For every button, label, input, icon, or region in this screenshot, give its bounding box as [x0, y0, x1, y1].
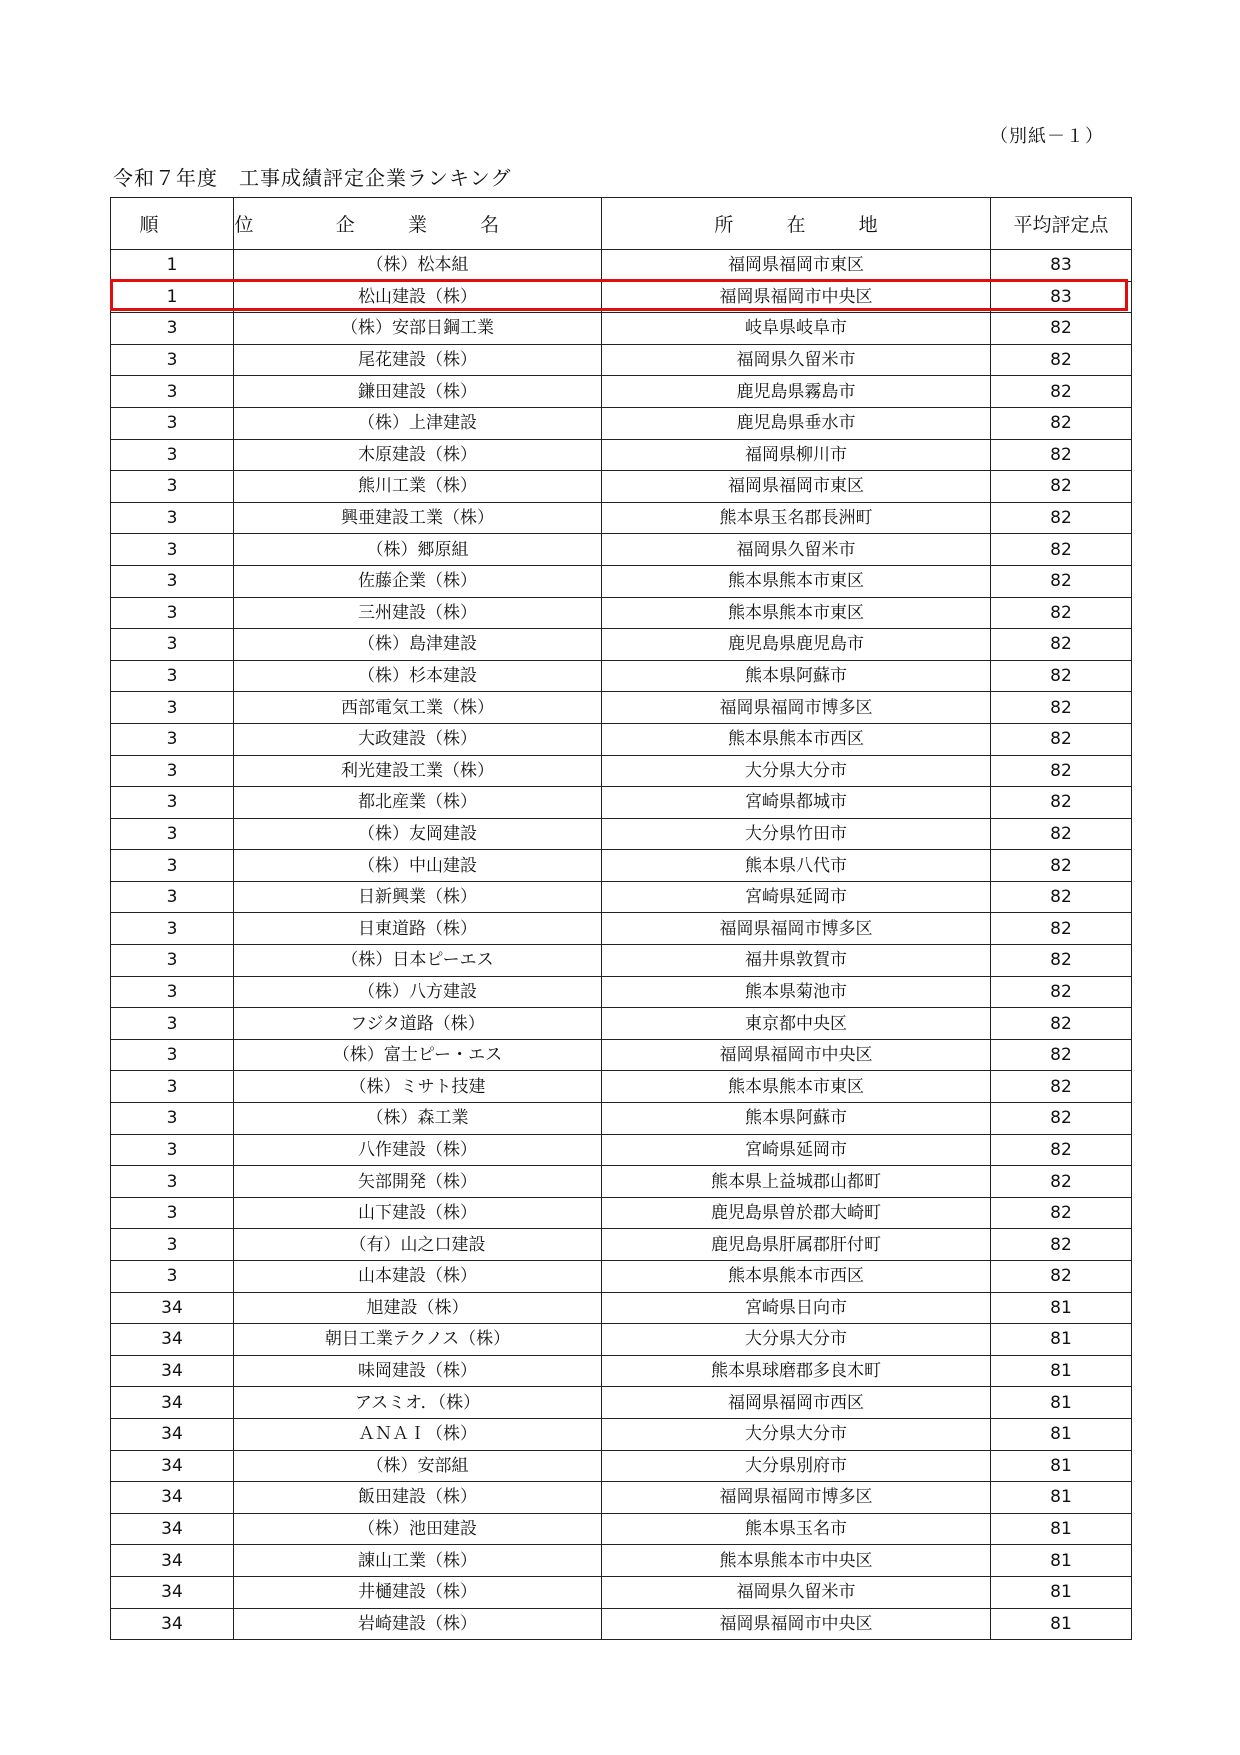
rank-cell: 3 — [111, 502, 234, 534]
rank-cell: 3 — [111, 818, 234, 850]
score-cell: 81 — [991, 1292, 1132, 1324]
score-cell: 81 — [991, 1608, 1132, 1640]
score-cell: 81 — [991, 1418, 1132, 1450]
location-cell: 福井県敦賀市 — [602, 945, 991, 977]
location-cell: 熊本県熊本市西区 — [602, 1261, 991, 1293]
score-cell: 82 — [991, 818, 1132, 850]
company-cell: （株）安部組 — [234, 1450, 602, 1482]
company-cell: （株）ミサト技建 — [234, 1071, 602, 1103]
score-column-header: 平均評定点 — [991, 198, 1132, 250]
location-cell: 鹿児島県霧島市 — [602, 376, 991, 408]
table-row — [111, 1261, 1132, 1293]
score-cell: 82 — [991, 692, 1132, 724]
location-cell: 宮崎県延岡市 — [602, 1134, 991, 1166]
company-cell: 熊川工業（株） — [234, 471, 602, 503]
score-cell: 82 — [991, 723, 1132, 755]
table-row — [111, 597, 1132, 629]
score-cell: 82 — [991, 1229, 1132, 1261]
score-cell: 82 — [991, 945, 1132, 977]
score-cell: 81 — [991, 1513, 1132, 1545]
table-row — [111, 850, 1132, 882]
location-cell: 熊本県熊本市東区 — [602, 565, 991, 597]
ranking-table-body — [111, 250, 1132, 1640]
company-cell: 興亜建設工業（株） — [234, 502, 602, 534]
company-cell: （株）中山建設 — [234, 850, 602, 882]
table-row — [111, 534, 1132, 566]
rank-cell: 3 — [111, 1197, 234, 1229]
table-row — [111, 1008, 1132, 1040]
rank-cell: 34 — [111, 1355, 234, 1387]
company-cell: 山本建設（株） — [234, 1261, 602, 1293]
score-cell: 82 — [991, 976, 1132, 1008]
location-cell: 熊本県熊本市東区 — [602, 1071, 991, 1103]
rank-cell: 34 — [111, 1545, 234, 1577]
location-cell: 福岡県福岡市中央区 — [602, 1039, 991, 1071]
company-cell: 松山建設（株） — [234, 281, 602, 313]
location-cell: 福岡県福岡市博多区 — [602, 913, 991, 945]
table-row — [111, 313, 1132, 345]
score-cell: 82 — [991, 439, 1132, 471]
company-column-header: 企 業 名 — [234, 198, 602, 250]
rank-cell: 3 — [111, 439, 234, 471]
score-cell: 83 — [991, 281, 1132, 313]
table-row — [111, 1324, 1132, 1356]
score-cell: 82 — [991, 313, 1132, 345]
score-cell: 81 — [991, 1482, 1132, 1514]
table-row — [111, 1103, 1132, 1135]
location-cell: 宮崎県日向市 — [602, 1292, 991, 1324]
table-row — [111, 1545, 1132, 1577]
score-cell: 82 — [991, 1039, 1132, 1071]
score-cell: 81 — [991, 1324, 1132, 1356]
rank-cell: 1 — [111, 281, 234, 313]
rank-cell: 34 — [111, 1576, 234, 1608]
rank-cell: 3 — [111, 755, 234, 787]
table-row — [111, 818, 1132, 850]
table-header-row — [111, 198, 1132, 250]
company-cell: 旭建設（株） — [234, 1292, 602, 1324]
location-cell: 東京都中央区 — [602, 1008, 991, 1040]
score-cell: 82 — [991, 913, 1132, 945]
rank-cell: 3 — [111, 1071, 234, 1103]
table-row — [111, 1166, 1132, 1198]
table-row — [111, 755, 1132, 787]
company-cell: 大政建設（株） — [234, 723, 602, 755]
location-cell: 熊本県玉名市 — [602, 1513, 991, 1545]
score-cell: 82 — [991, 629, 1132, 661]
rank-cell: 3 — [111, 407, 234, 439]
company-cell: 山下建設（株） — [234, 1197, 602, 1229]
company-cell: フジタ道路（株） — [234, 1008, 602, 1040]
table-row — [111, 281, 1132, 313]
location-cell: 鹿児島県垂水市 — [602, 407, 991, 439]
rank-cell: 3 — [111, 629, 234, 661]
location-cell: 熊本県菊池市 — [602, 976, 991, 1008]
company-cell: 矢部開発（株） — [234, 1166, 602, 1198]
score-cell: 82 — [991, 502, 1132, 534]
company-cell: 利光建設工業（株） — [234, 755, 602, 787]
company-cell: ＡＮＡＩ（株） — [234, 1418, 602, 1450]
rank-cell: 3 — [111, 976, 234, 1008]
rank-cell: 3 — [111, 881, 234, 913]
table-row — [111, 1197, 1132, 1229]
score-cell: 82 — [991, 1071, 1132, 1103]
location-cell: 大分県大分市 — [602, 755, 991, 787]
table-row — [111, 692, 1132, 724]
table-row — [111, 1071, 1132, 1103]
location-cell: 福岡県久留米市 — [602, 344, 991, 376]
table-row — [111, 881, 1132, 913]
table-row — [111, 660, 1132, 692]
document-title: 令和７年度 工事成績評定企業ランキング — [113, 166, 512, 190]
location-cell: 福岡県福岡市東区 — [602, 250, 991, 282]
table-row — [111, 976, 1132, 1008]
table-row — [111, 376, 1132, 408]
table-row — [111, 723, 1132, 755]
location-cell: 鹿児島県肝属郡肝付町 — [602, 1229, 991, 1261]
location-cell: 熊本県球磨郡多良木町 — [602, 1355, 991, 1387]
table-row — [111, 1513, 1132, 1545]
company-cell: 鎌田建設（株） — [234, 376, 602, 408]
score-cell: 82 — [991, 565, 1132, 597]
annex-label: （別紙－１） — [990, 126, 1104, 147]
table-row — [111, 945, 1132, 977]
score-cell: 82 — [991, 881, 1132, 913]
location-cell: 熊本県上益城郡山都町 — [602, 1166, 991, 1198]
rank-cell: 3 — [111, 534, 234, 566]
rank-cell: 3 — [111, 376, 234, 408]
score-cell: 81 — [991, 1387, 1132, 1419]
rank-cell: 34 — [111, 1450, 234, 1482]
table-row — [111, 1134, 1132, 1166]
company-cell: （株）八方建設 — [234, 976, 602, 1008]
rank-cell: 34 — [111, 1387, 234, 1419]
location-cell: 熊本県阿蘇市 — [602, 660, 991, 692]
rank-cell: 3 — [111, 597, 234, 629]
rank-cell: 3 — [111, 850, 234, 882]
score-cell: 82 — [991, 471, 1132, 503]
score-cell: 82 — [991, 597, 1132, 629]
location-cell: 岐阜県岐阜市 — [602, 313, 991, 345]
rank-cell: 3 — [111, 660, 234, 692]
rank-cell: 3 — [111, 1229, 234, 1261]
company-cell: （株）松本組 — [234, 250, 602, 282]
table-row — [111, 629, 1132, 661]
company-cell: （株）友岡建設 — [234, 818, 602, 850]
score-cell: 82 — [991, 755, 1132, 787]
company-cell: 佐藤企業（株） — [234, 565, 602, 597]
score-cell: 82 — [991, 1008, 1132, 1040]
company-cell: （株）上津建設 — [234, 407, 602, 439]
company-cell: （株）富士ピー・エス — [234, 1039, 602, 1071]
score-cell: 82 — [991, 407, 1132, 439]
rank-cell: 3 — [111, 471, 234, 503]
location-cell: 熊本県熊本市西区 — [602, 723, 991, 755]
rank-cell: 3 — [111, 1261, 234, 1293]
table-row — [111, 1450, 1132, 1482]
location-cell: 鹿児島県鹿児島市 — [602, 629, 991, 661]
rank-cell: 3 — [111, 723, 234, 755]
location-cell: 大分県大分市 — [602, 1418, 991, 1450]
location-cell: 福岡県福岡市西区 — [602, 1387, 991, 1419]
rank-cell: 3 — [111, 1103, 234, 1135]
company-cell: 木原建設（株） — [234, 439, 602, 471]
location-cell: 大分県大分市 — [602, 1324, 991, 1356]
company-cell: 諌山工業（株） — [234, 1545, 602, 1577]
company-cell: 岩崎建設（株） — [234, 1608, 602, 1640]
rank-cell: 3 — [111, 1134, 234, 1166]
rank-cell: 3 — [111, 945, 234, 977]
company-cell: （株）森工業 — [234, 1103, 602, 1135]
ranking-table — [110, 197, 1132, 1640]
company-cell: 尾花建設（株） — [234, 344, 602, 376]
location-cell: 大分県竹田市 — [602, 818, 991, 850]
table-row — [111, 1608, 1132, 1640]
table-row — [111, 1418, 1132, 1450]
location-cell: 宮崎県延岡市 — [602, 881, 991, 913]
score-cell: 82 — [991, 344, 1132, 376]
rank-cell: 34 — [111, 1482, 234, 1514]
score-cell: 82 — [991, 787, 1132, 819]
company-cell: （有）山之口建設 — [234, 1229, 602, 1261]
location-column-header: 所 在 地 — [602, 198, 991, 250]
table-row — [111, 913, 1132, 945]
company-cell: （株）島津建設 — [234, 629, 602, 661]
rank-cell: 3 — [111, 1008, 234, 1040]
location-cell: 福岡県久留米市 — [602, 1576, 991, 1608]
company-cell: 井樋建設（株） — [234, 1576, 602, 1608]
table-row — [111, 344, 1132, 376]
company-cell: 日新興業（株） — [234, 881, 602, 913]
score-cell: 82 — [991, 1166, 1132, 1198]
rank-cell: 3 — [111, 1039, 234, 1071]
location-cell: 福岡県福岡市博多区 — [602, 692, 991, 724]
company-cell: 味岡建設（株） — [234, 1355, 602, 1387]
company-cell: 朝日工業テクノス（株） — [234, 1324, 602, 1356]
table-row — [111, 471, 1132, 503]
rank-cell: 1 — [111, 250, 234, 282]
company-cell: 三州建設（株） — [234, 597, 602, 629]
score-cell: 82 — [991, 1103, 1132, 1135]
table-row — [111, 407, 1132, 439]
location-cell: 福岡県福岡市中央区 — [602, 281, 991, 313]
location-cell: 熊本県八代市 — [602, 850, 991, 882]
score-cell: 82 — [991, 376, 1132, 408]
company-cell: （株）安部日鋼工業 — [234, 313, 602, 345]
location-cell: 熊本県阿蘇市 — [602, 1103, 991, 1135]
location-cell: 大分県別府市 — [602, 1450, 991, 1482]
company-cell: 八作建設（株） — [234, 1134, 602, 1166]
rank-column-header: 順 位 — [111, 198, 234, 250]
table-row — [111, 1229, 1132, 1261]
location-cell: 鹿児島県曽於郡大崎町 — [602, 1197, 991, 1229]
score-cell: 81 — [991, 1576, 1132, 1608]
table-row — [111, 502, 1132, 534]
table-row — [111, 1576, 1132, 1608]
location-cell: 福岡県久留米市 — [602, 534, 991, 566]
rank-cell: 3 — [111, 692, 234, 724]
score-cell: 83 — [991, 250, 1132, 282]
location-cell: 熊本県玉名郡長洲町 — [602, 502, 991, 534]
location-cell: 熊本県熊本市東区 — [602, 597, 991, 629]
rank-cell: 3 — [111, 344, 234, 376]
table-row — [111, 1292, 1132, 1324]
rank-cell: 3 — [111, 913, 234, 945]
score-cell: 82 — [991, 1134, 1132, 1166]
location-cell: 福岡県福岡市博多区 — [602, 1482, 991, 1514]
table-row — [111, 1482, 1132, 1514]
table-row — [111, 439, 1132, 471]
location-cell: 宮崎県都城市 — [602, 787, 991, 819]
rank-cell: 3 — [111, 1166, 234, 1198]
score-cell: 81 — [991, 1355, 1132, 1387]
location-cell: 福岡県福岡市中央区 — [602, 1608, 991, 1640]
score-cell: 82 — [991, 1197, 1132, 1229]
location-cell: 熊本県熊本市中央区 — [602, 1545, 991, 1577]
rank-cell: 3 — [111, 565, 234, 597]
rank-cell: 34 — [111, 1418, 234, 1450]
company-cell: （株）杉本建設 — [234, 660, 602, 692]
rank-cell: 34 — [111, 1608, 234, 1640]
table-row — [111, 1039, 1132, 1071]
company-cell: 都北産業（株） — [234, 787, 602, 819]
company-cell: （株）池田建設 — [234, 1513, 602, 1545]
company-cell: （株）日本ピーエス — [234, 945, 602, 977]
score-cell: 82 — [991, 850, 1132, 882]
company-cell: 日東道路（株） — [234, 913, 602, 945]
score-cell: 82 — [991, 1261, 1132, 1293]
score-cell: 82 — [991, 534, 1132, 566]
rank-cell: 3 — [111, 787, 234, 819]
table-row — [111, 565, 1132, 597]
location-cell: 福岡県柳川市 — [602, 439, 991, 471]
table-row — [111, 1387, 1132, 1419]
location-cell: 福岡県福岡市東区 — [602, 471, 991, 503]
score-cell: 81 — [991, 1545, 1132, 1577]
score-cell: 81 — [991, 1450, 1132, 1482]
company-cell: 飯田建設（株） — [234, 1482, 602, 1514]
company-cell: アスミオ．（株） — [234, 1387, 602, 1419]
table-row — [111, 787, 1132, 819]
score-cell: 82 — [991, 660, 1132, 692]
company-cell: （株）郷原組 — [234, 534, 602, 566]
company-cell: 西部電気工業（株） — [234, 692, 602, 724]
table-row — [111, 250, 1132, 282]
rank-cell: 34 — [111, 1324, 234, 1356]
rank-cell: 34 — [111, 1513, 234, 1545]
rank-cell: 3 — [111, 313, 234, 345]
rank-cell: 34 — [111, 1292, 234, 1324]
table-row — [111, 1355, 1132, 1387]
